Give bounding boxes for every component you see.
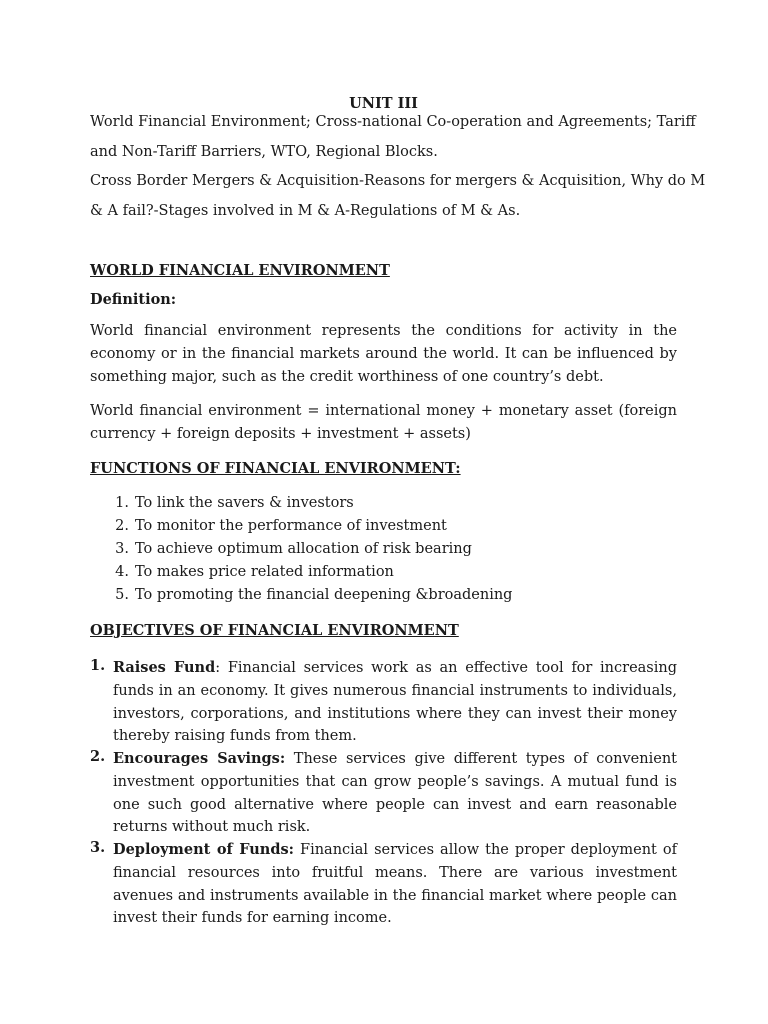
objective-description: These services give different types of convenient investment opportunities that can grow people’s savings. A mutual fund is one such good alternative where people can invest and earn reasonable returns without much risk.: [113, 751, 677, 836]
section-heading-world-financial-environment: WORLD FINANCIAL ENVIRONMENT: [90, 262, 390, 279]
objective-item: [90, 657, 677, 748]
list-item: [90, 564, 394, 580]
definition-label: Definition:: [90, 291, 177, 308]
objective-number: 2.: [90, 748, 106, 765]
list-item-number: 5.: [115, 587, 129, 603]
objective-number: 3.: [90, 839, 106, 856]
objective-description: Financial services allow the proper deployment of financial resources into fruitful means. There are various investment avenues and instruments available in the financial market where people can invest their funds for earning income.: [113, 842, 678, 927]
objective-term: Encourages Savings:: [113, 750, 286, 767]
list-item-text: To monitor the performance of investment: [135, 518, 447, 534]
list-item-text: To promoting the financial deepening &broadening: [135, 587, 513, 603]
section-heading-functions: FUNCTIONS OF FINANCIAL ENVIRONMENT:: [90, 460, 461, 477]
objective-text: [113, 657, 677, 748]
objective-text: [113, 839, 677, 930]
list-item: [90, 518, 447, 534]
objective-term-separator: :: [215, 660, 221, 676]
objective-description: Financial services work as an effective tool for increasing funds in an economy. It gives numerous financial instruments to individuals, investors, corporations, and institutions where they can invest their money thereby raising funds from them.: [113, 660, 677, 745]
list-item-text: To makes price related information: [135, 564, 394, 580]
list-item-number: 1.: [115, 495, 129, 511]
list-item-number: 4.: [115, 564, 129, 580]
list-item-text: To achieve optimum allocation of risk bearing: [135, 541, 472, 557]
syllabus-line: World Financial Environment; Cross-national Co-operation and Agreements; Tariff: [90, 114, 696, 130]
definition-paragraph: World financial environment represents the conditions for activity in the economy or in the financial markets around the world. It can be influenced by something major, such as the credit worthiness of one country’s debt.: [90, 323, 677, 385]
objective-number: 1.: [90, 657, 106, 674]
list-item-number: 2.: [115, 518, 129, 534]
list-item: [90, 495, 354, 511]
objective-term: Deployment of Funds:: [113, 841, 294, 858]
syllabus-line: and Non-Tariff Barriers, WTO, Regional Blocks.: [90, 144, 438, 160]
list-item-number: 3.: [115, 541, 129, 557]
equation-paragraph: World financial environment = international money + monetary asset (foreign currency + foreign deposits + investment + assets): [90, 403, 677, 442]
objective-item: [90, 839, 677, 930]
objective-text: [113, 748, 677, 839]
list-item: [90, 587, 512, 603]
list-item: [90, 541, 472, 557]
syllabus-line: Cross Border Mergers & Acquisition-Reasons for mergers & Acquisition, Why do M: [90, 173, 706, 189]
objective-term: Raises Fund: [113, 659, 216, 676]
unit-title: UNIT III: [349, 95, 418, 112]
syllabus-line: & A fail?-Stages involved in M & A-Regulations of M & As.: [90, 203, 521, 219]
objective-item: [90, 748, 677, 839]
list-item-text: To link the savers & investors: [135, 495, 354, 511]
section-heading-objectives: OBJECTIVES OF FINANCIAL ENVIRONMENT: [90, 622, 459, 639]
